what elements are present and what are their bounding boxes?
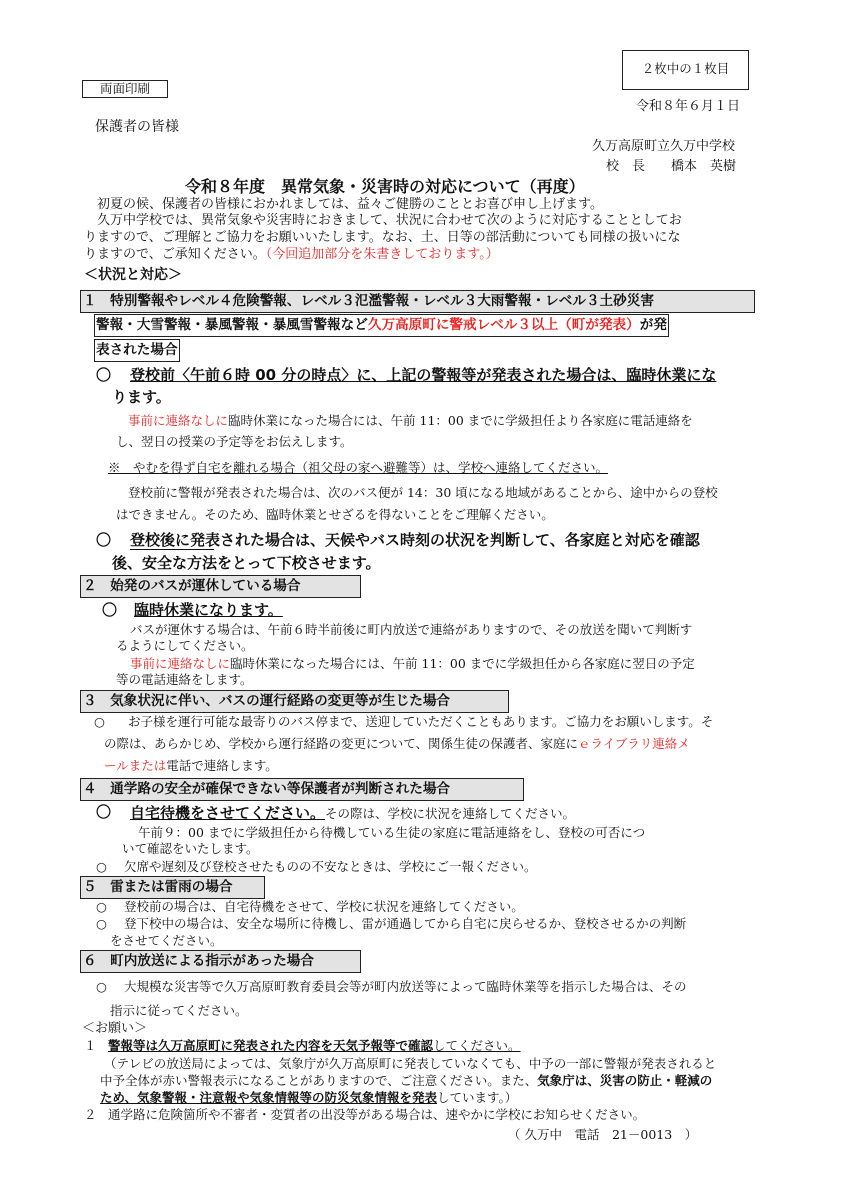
s2-detail-text: 臨時休業になった場合には、午前 11：00 までに学級担任から各家庭に翌日の予定 — [230, 656, 695, 671]
s1-note: ※ やむを得ず自宅を離れる場合（祖父母の家へ避難等）は、学校へ連絡してください。 — [108, 460, 609, 475]
request1-detail2 — [100, 1072, 712, 1090]
s4-bullet-line — [130, 802, 575, 824]
request2-number: ２ — [84, 1107, 97, 1122]
s4-detail2: いて確認をいたします。 — [122, 841, 259, 856]
sender-principal: 校 長 橋本 英樹 — [606, 159, 737, 174]
s6-mark: ○ — [96, 979, 107, 994]
s4-detail1: 午前９：00 までに学級担任から待機している生徒の家庭に電話連絡をし、登校の可否につ — [138, 825, 646, 840]
sender-school: 久万高原町立久万中学校 — [592, 139, 736, 154]
request1-detail3 — [100, 1089, 517, 1107]
request1-detail2-bold: 気象庁は、災害の防止・軽減の — [537, 1073, 713, 1088]
s1-bullet1-detail1 — [128, 412, 693, 430]
section1-title-line3: 表された場合 — [94, 339, 180, 362]
s2-detail1: バスが運休する場合は、午前６時半前後に町内放送で連絡がありますので、その放送を聞いて判断す — [130, 622, 693, 637]
contact-phone: （ 久万中 電話 21－0013 ） — [508, 1127, 698, 1142]
s3-line2-text: の際は、あらかじめ、学校から運行経路の変更について、関係生徒の保護者、家庭に — [104, 736, 579, 751]
intro-p2-line2: りますので、ご理解とご協力をお願いいたします。なお、土、日等の部活動についても同様の扱いにな — [84, 230, 681, 245]
request1-detail2-text: 中予全体が赤い警報表示になることがありますので、ご注意ください。また、 — [100, 1073, 538, 1088]
s4-bullet-mark: 〇 — [96, 803, 112, 821]
s5-line1: 登校前の場合は、自宅待機をさせて、学校に状況を連絡してください。 — [124, 899, 524, 914]
s1-bullet2-text: 登校後に発表された場合は、天候やバス時刻の状況を判断して、各家庭と対応を確認 — [130, 531, 700, 549]
s4-bullet-tail: その際は、学校に状況を連絡してください。 — [325, 806, 576, 821]
request1-detail1: （テレビの放送局によっては、気象庁が久万高原町に発表していなくても、中予の一部に警報が発表されると — [104, 1056, 717, 1071]
request1-tail: してください。 — [433, 1038, 521, 1053]
s2-bullet-mark: 〇 — [102, 601, 118, 619]
s3-mail: ールまたは — [104, 758, 167, 773]
s1-bullet1-line1: 登校前〈午前６時 00 分の時点〉に、上記の警報等が発表された場合は、臨時休業にな — [130, 366, 717, 384]
section6-title: ６ 町内放送による指示があった場合 — [80, 950, 361, 973]
intro-p2-line3 — [84, 245, 499, 264]
section1-title-text: 警報・大雪警報・暴風警報・暴風雪警報など — [96, 317, 368, 333]
section5-title: ５ 雷または雷雨の場合 — [80, 876, 265, 899]
s5-mark1: ○ — [96, 899, 107, 914]
s2-detail4: 等の電話連絡をします。 — [116, 672, 253, 687]
print-note-text: 両面印刷 — [99, 81, 150, 96]
section1-title-red: 久万高原町に警戒レベル３以上（町が発表） — [367, 317, 640, 333]
request2-text: 通学路に危険箇所や不審者・変質者の出没等がある場合は、速やかに学校にお知らせください。 — [108, 1107, 646, 1122]
s4-detail3: 欠席や遅刻及び登校させたものの不安なときは、学校にご一報ください。 — [124, 859, 537, 874]
page-title: 令和８年度 異常気象・災害時の対応について（再度） — [185, 177, 585, 196]
s3-line3-text: 電話で連絡します。 — [166, 758, 278, 773]
page-indicator: ２枚中の１枚目 — [641, 61, 730, 76]
request1-number: １ — [84, 1038, 97, 1053]
s1-bus-line2: はできません。そのため、臨時休業とせざるを得ないことをご理解ください。 — [116, 507, 554, 522]
page-indicator-box — [622, 50, 749, 90]
date: 令和８年６月１日 — [636, 99, 741, 114]
section4-title: ４ 通学路の安全が確保できない等保護者が判断された場合 — [80, 778, 524, 801]
s2-bullet-text: 臨時休業になります。 — [134, 601, 283, 619]
request1-detail3-tail: しています。） — [437, 1090, 518, 1105]
s1-bullet2-line2: 後、安全な方法をとって下校させます。 — [112, 554, 381, 572]
intro-p2-line1: 久万中学校では、異常気象や災害時におきまして、状況に合わせて次のように対応することとしてお — [97, 213, 682, 228]
s2-no-notice: 事前に連絡なしに — [130, 656, 231, 671]
s2-detail2: るようにしてください。 — [116, 638, 254, 653]
status-heading: ＜状況と対応＞ — [84, 267, 182, 283]
s1-bullet2-underline — [130, 549, 214, 550]
request1-detail3-bold: ため、気象警報・注意報や気象情報等の防災気象情報を発表 — [100, 1090, 438, 1105]
print-note — [82, 80, 168, 98]
s1-detail-text: 臨時休業になった場合には、午前 11：00 までに学級担任より各家庭に電話連絡を — [228, 413, 693, 428]
recipient: 保護者の皆様 — [95, 119, 179, 135]
intro-p2-text: りますので、ご承知ください。 — [84, 247, 266, 262]
intro-added-note: （今回追加部分を朱書きしております。） — [265, 247, 499, 262]
requests-heading: ＜お願い＞ — [82, 1021, 148, 1036]
s5-line2: 登下校中の場合は、安全な場所に待機し、雷が通過してから自宅に戻らせるか、登校させるかの判断 — [124, 916, 687, 931]
s5-line3: をさせてください。 — [110, 933, 223, 948]
s1-no-notice: 事前に連絡なしに — [128, 413, 229, 428]
s1-bullet2-mark: 〇 — [96, 531, 112, 549]
s4-mark2: ○ — [96, 859, 107, 874]
s1-bullet1-line2: ります。 — [112, 388, 171, 406]
s5-mark2: ○ — [96, 916, 107, 931]
request1-line — [108, 1037, 521, 1055]
request1-bold: 警報等は久万高原町に発表された内容を天気予報等で確認 — [108, 1038, 434, 1053]
intro-p1: 初夏の候、保護者の皆様におかれましては、益々ご健勝のこととお喜び申し上げます。 — [97, 197, 603, 212]
s6-line1: 大規模な災害等で久万高原町教育委員会等が町内放送等によって臨時休業等を指示した場合は、その — [124, 979, 687, 994]
s4-bullet-text: 自宅待機をさせてください。 — [130, 804, 326, 822]
s3-mark: ○ — [94, 714, 105, 729]
section1-title-tail: が発 — [639, 317, 667, 333]
s3-line3 — [104, 757, 278, 775]
s1-bullet1-mark: 〇 — [96, 366, 112, 384]
section1-title-line1: １ 特別警報やレベル４危険警報、レベル３氾濫警報・レベル３大雨警報・レベル３土砂災害 — [80, 290, 755, 313]
section3-title: ３ 気象状況に伴い、バスの運行経路の変更等が生じた場合 — [80, 690, 509, 713]
s3-line2 — [104, 735, 690, 753]
s1-bullet1-detail2: し、翌日の授業の予定等をお伝えします。 — [116, 434, 353, 449]
section1-title-line2 — [94, 314, 669, 337]
s3-line1: お子様を運行可能な最寄りのバス停まで、送迎していただくこともあります。ご協力をお願いします。そ — [128, 714, 714, 729]
s1-bus-line1: 登校前に警報が発表された場合は、次のバス便が 14：30 頃になる地域があることから、途中からの登校 — [128, 485, 718, 500]
section2-title: ２ 始発のバスが運休している場合 — [80, 575, 361, 598]
s6-line2: 指示に従ってください。 — [110, 1003, 248, 1018]
s3-elibrary: ｅライブラリ連絡メ — [578, 736, 690, 751]
s1-bullet2-line1 — [130, 530, 700, 551]
